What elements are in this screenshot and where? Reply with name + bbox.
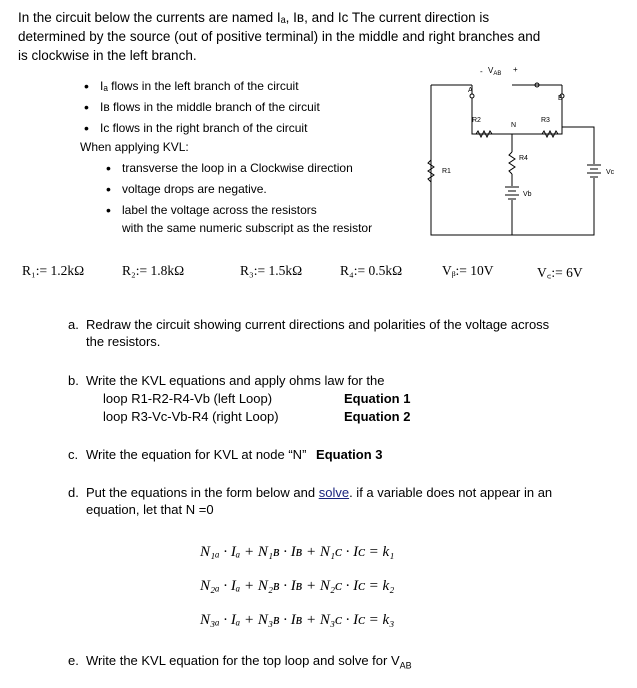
question-a — [68, 316, 608, 350]
node-n-label: N — [511, 122, 517, 129]
question-label: b. — [68, 373, 79, 388]
equation-3: N₃ₐ · Iₐ + N₃ʙ · Iʙ + N₃ᴄ · Iᴄ = k₃ — [200, 612, 395, 628]
loop2-text: loop R3-Vc-Vb-R4 (right Loop) — [103, 409, 279, 424]
intro-line: is clockwise in the left branch. — [18, 48, 197, 63]
node-a-label: A — [468, 87, 473, 94]
question-label: e. — [68, 653, 79, 668]
vb-value: Vᵦ:= 10V — [442, 263, 494, 278]
list-item: • Iₐ flows in the left branch of the circuit — [82, 76, 320, 97]
intro-paragraph — [18, 8, 608, 65]
question-text: the resistors. — [86, 334, 161, 349]
question-d — [68, 484, 628, 518]
equation-2: N₂ₐ · Iₐ + N₂ʙ · Iʙ + N₂ᴄ · Iᴄ = k₂ — [200, 578, 395, 594]
r3-value: R₃:= 1.5kΩ — [240, 263, 303, 278]
question-c — [68, 446, 608, 463]
question-text: Put the equations in the form below and solve. if a variable does not appear in an — [86, 485, 553, 500]
r4-label: R4 — [519, 155, 528, 162]
r3-label: R3 — [541, 117, 550, 124]
question-text: Write the equation for KVL at node “N” — [86, 447, 307, 462]
minus-sign: - — [480, 67, 483, 76]
list-item: • Iʙ flows in the middle branch of the circuit — [82, 97, 320, 118]
loop1-text: loop R1-R2-R4-Vb (left Loop) — [103, 391, 273, 406]
question-text: Redraw the circuit showing current directions and polarities of the voltage across — [86, 317, 550, 332]
plus-sign: + — [513, 65, 518, 74]
question-text: equation, let that N =0 — [86, 502, 214, 517]
question-text: Write the KVL equation for the top loop and solve for V — [86, 653, 400, 668]
kvl-heading: When applying KVL: — [80, 140, 189, 154]
intro-line: determined by the source (out of positive terminal) in the middle and right branches and — [18, 29, 541, 44]
circuit-diagram — [410, 60, 625, 240]
r2-label: R2 — [472, 117, 481, 124]
vab-subscript: AB — [399, 660, 412, 671]
question-b — [68, 372, 468, 389]
question-label: d. — [68, 485, 79, 500]
equation3-label: Equation 3 — [316, 447, 383, 462]
r4-value: R₄:= 0.5kΩ — [340, 263, 403, 278]
r1-value: R₁:= 1.2kΩ — [22, 263, 85, 278]
vc-label: Vc — [606, 169, 615, 176]
node-b-label: B — [558, 95, 563, 102]
intro-line: In the circuit below the currents are named Iₐ, Iʙ, and Iᴄ The current direction is — [18, 10, 490, 25]
list-item: • voltage drops are negative. — [104, 179, 353, 200]
kvl-subline: with the same numeric subscript as the resistor — [122, 221, 373, 235]
vab-label: $V_{AB}$ — [488, 66, 502, 77]
r1-label: R1 — [442, 168, 451, 175]
list-item: • label the voltage across the resistors — [104, 200, 353, 221]
r2-value: R₂:= 1.8kΩ — [122, 263, 185, 278]
solve-link[interactable]: solve — [318, 485, 350, 500]
question-e — [68, 652, 608, 675]
equation-1: N₁ₐ · Iₐ + N₁ʙ · Iʙ + N₁ᴄ · Iᴄ = k₁ — [200, 544, 395, 560]
kvl-bullet-list — [104, 158, 353, 221]
list-item: • Iᴄ flows in the right branch of the circuit — [82, 118, 320, 139]
question-label: c. — [68, 447, 79, 462]
question-text: Write the KVL equations and apply ohms law for the — [86, 373, 385, 388]
current-bullet-list — [82, 76, 320, 139]
vc-value: V꜀:= 6V — [537, 265, 583, 280]
list-item: • transverse the loop in a Clockwise direction — [104, 158, 353, 179]
r4-resistor — [509, 152, 515, 174]
question-label: a. — [68, 317, 79, 332]
vb-label: Vb — [523, 191, 532, 198]
equation1-label: Equation 1 — [344, 391, 411, 406]
equation2-label: Equation 2 — [344, 409, 411, 424]
